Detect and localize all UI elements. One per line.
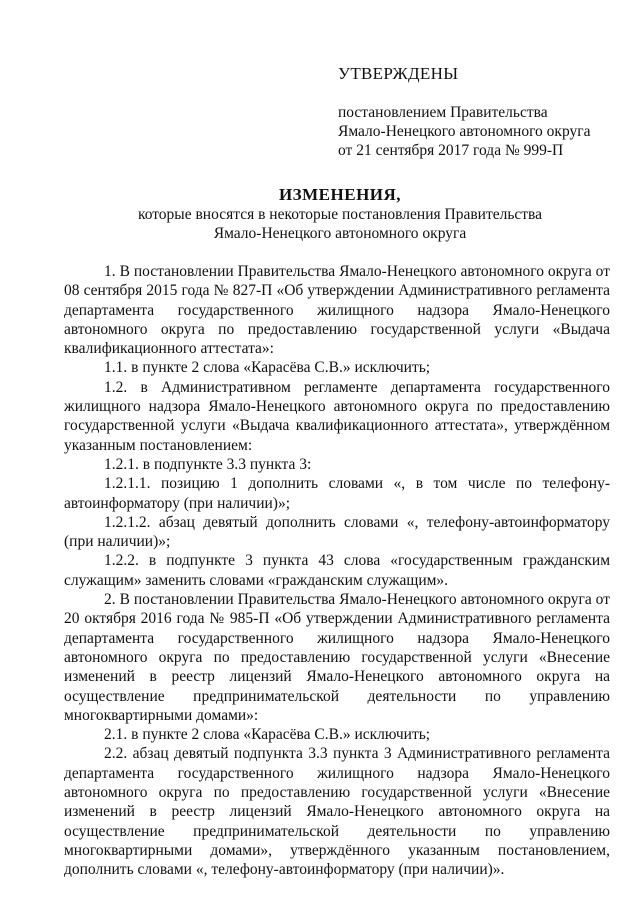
approved-word: УТВЕРЖДЕНЫ bbox=[338, 64, 459, 83]
document-body bbox=[64, 262, 610, 880]
document-subtitle bbox=[60, 205, 620, 243]
subtitle-line-1: которые вносятся в некоторые постановления Правительства bbox=[137, 206, 543, 223]
paragraph-2: 2. В постановлении Правительства Ямало-Ненецкого автономного округа от 20 октября 2016 года № 985-П «Об утверждении Административного регламента департамента государственного жилищного надзора Ямало-Ненецкого автономного округа по предоставлению государственной услуги «Внесение изменений в реестр лицензий Ямало-Ненецкого автономного округа на осуществление предпринимательской деятельности по управлению многоквартирными домами»: bbox=[64, 591, 610, 724]
approval-line-region: Ямало-Ненецкого автономного округа bbox=[338, 123, 591, 140]
paragraph-1-2-1-2: 1.2.1.2. абзац девятый дополнить словами «, телефону-автоинформатору (при наличии)»; bbox=[64, 513, 610, 551]
approval-line-date-number: от 21 сентября 2017 года № 999-П bbox=[338, 142, 564, 159]
paragraph-1-2-1: 1.2.1. в подпункте 3.3 пункта 3: bbox=[104, 455, 312, 473]
subtitle-line-2: Ямало-Ненецкого автономного округа bbox=[213, 225, 467, 242]
paragraph-2-1: 2.1. в пункте 2 слова «Карасёва С.В.» исключить; bbox=[104, 726, 431, 744]
paragraph-1-1: 1.1. в пункте 2 слова «Карасёва С.В.» исключить; bbox=[104, 359, 431, 377]
document-title: ИЗМЕНЕНИЯ, bbox=[278, 185, 402, 204]
approval-line-resolution: постановлением Правительства bbox=[338, 104, 548, 121]
paragraph-1: 1. В постановлении Правительства Ямало-Ненецкого автономного округа от 08 сентября 2015 года № 827-П «Об утверждении Административного регламента департамента государственного жилищного надзора Ямало-Ненецкого автономного округа по предоставлению государственной услуги «Выдача квалификационного аттестата»: bbox=[64, 263, 610, 358]
paragraph-2-2: 2.2. абзац девятый подпункта 3.3 пункта 3 Административного регламента департамента государственного жилищного надзора Ямало-Ненецкого автономного округа по предоставлению государственной услуги «Внесение изменений в реестр лицензий Ямало-Ненецкого автономного округа на осуществление предпринимательской деятельности по управлению многоквартирными домами», утверждённого указанным постановлением, дополнить словами «, телефону-автоинформатору (при наличии)». bbox=[64, 745, 610, 879]
approval-stamp bbox=[338, 64, 618, 160]
paragraph-1-2-1-1: 1.2.1.1. позицию 1 дополнить словами «, в том числе по телефону-автоинформатору (при наличии)»; bbox=[64, 475, 610, 512]
paragraph-1-2: 1.2. в Административном регламенте департамента государственного жилищного надзора Ямало-Ненецкого автономного округа по предоставлению государственной услуги «Выдача квалификационного аттестата», утверждённом указанным постановлением: bbox=[64, 378, 610, 454]
paragraph-1-2-2: 1.2.2. в подпункте 3 пункта 43 слова «государственным гражданским служащим» заменить словами «гражданским служащим». bbox=[64, 552, 610, 589]
